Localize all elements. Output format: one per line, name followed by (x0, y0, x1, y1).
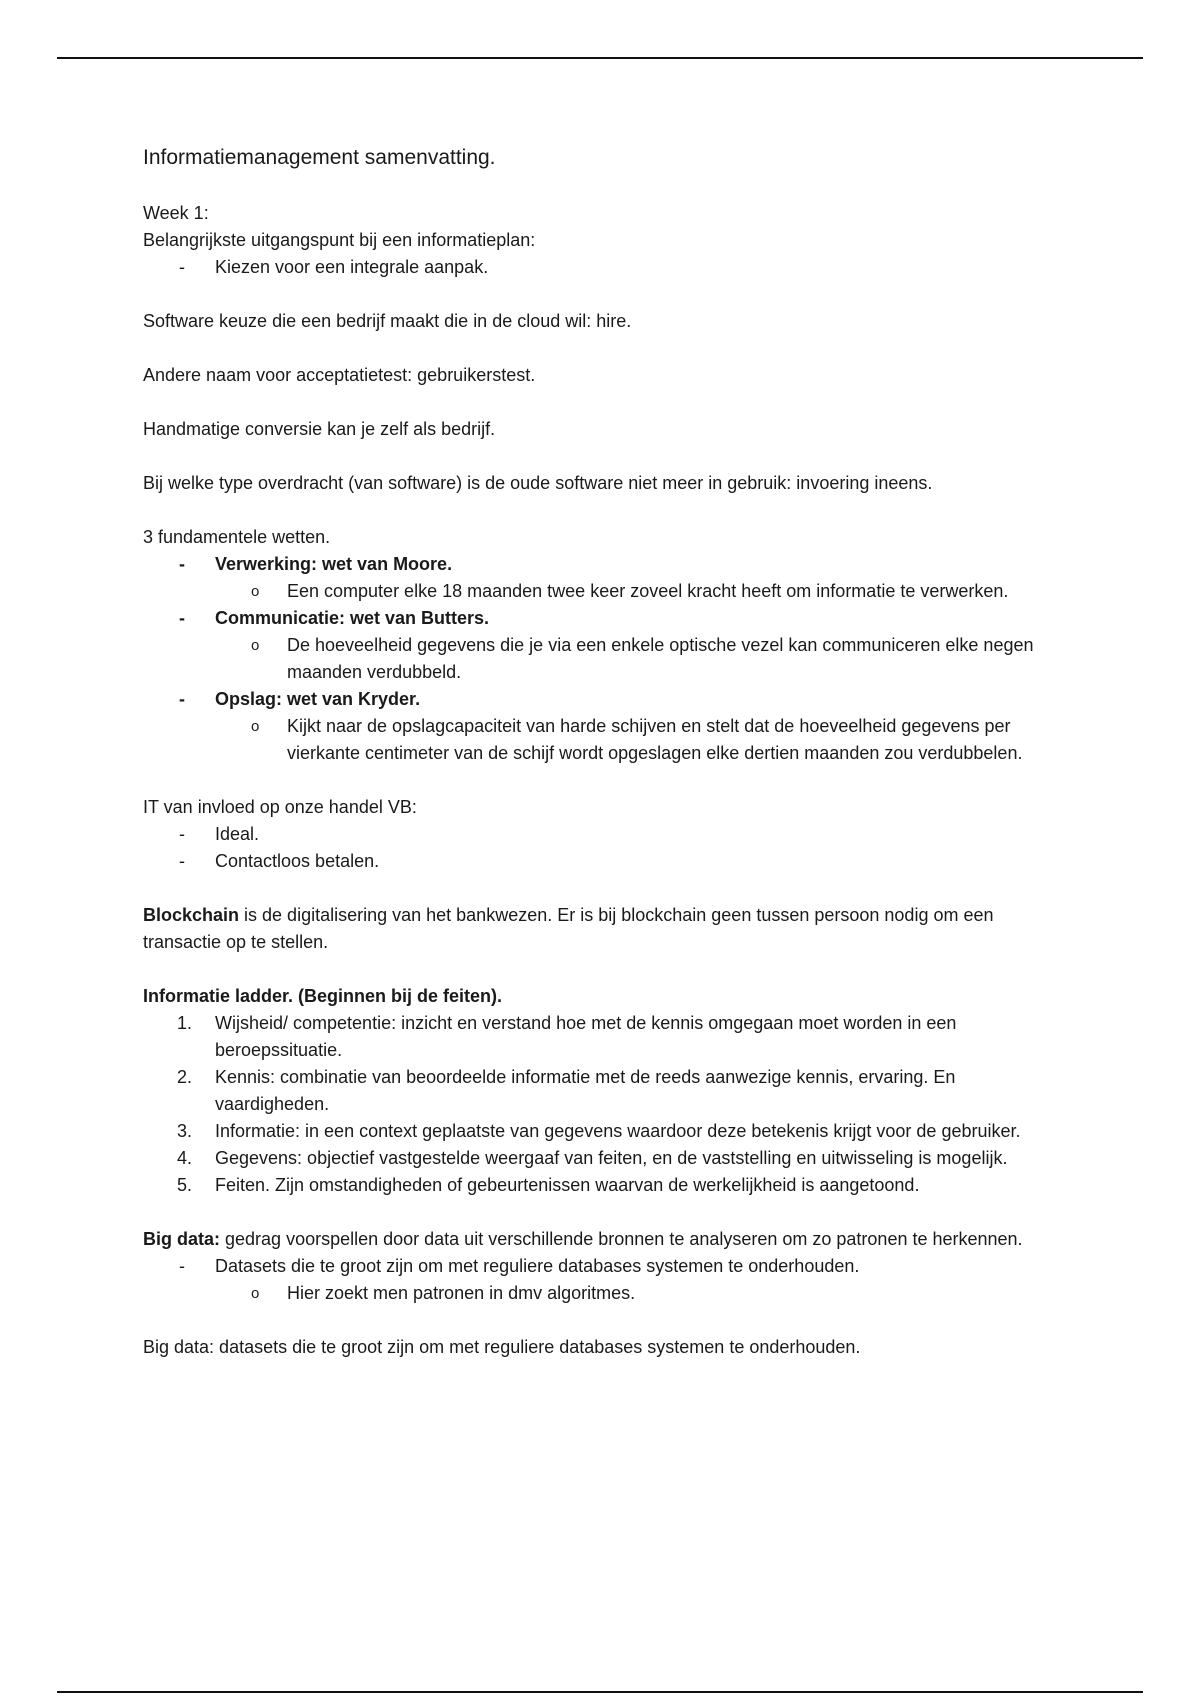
dash-bullet: - (179, 689, 185, 709)
law-item (143, 551, 1063, 605)
law-item (143, 605, 1063, 686)
sub-item: o Een computer elke 18 maanden twee keer zoveel kracht heeft om informatie te verwerken. (143, 578, 1063, 605)
dash-bullet: - (179, 257, 185, 277)
dash-bullet: - (179, 824, 185, 844)
conversion-paragraph: Handmatige conversie kan je zelf als bedrijf. (143, 419, 496, 439)
sub-item: o Kijkt naar de opslagcapaciteit van harde schijven en stelt dat de hoeveelheid gegevens per vierkante centimeter van de schijf wordt opgeslagen elke dertien maanden zou verdubbelen. (143, 713, 1063, 767)
ladder-item: 5. Feiten. Zijn omstandigheden of gebeurtenissen waarvan de werkelijkheid is aangetoond. (143, 1172, 1063, 1199)
dash-bullet: - (179, 554, 185, 574)
laws-list (143, 551, 1063, 767)
law-label: Opslag: wet van Kryder. (215, 689, 421, 709)
law-label: Communicatie: wet van Butters. (215, 608, 490, 628)
bigdata-list (143, 1253, 1063, 1307)
law-label: Verwerking: wet van Moore. (215, 554, 453, 574)
ladder-item: 2. Kennis: combinatie van beoordeelde informatie met de reeds aanwezige kennis, ervaring. En vaardigheden. (143, 1064, 1063, 1118)
dash-bullet: - (179, 851, 185, 871)
acceptance-paragraph: Andere naam voor acceptatietest: gebruikerstest. (143, 365, 536, 385)
ladder-list (143, 1010, 1063, 1199)
trade-list (143, 821, 1063, 875)
cloud-paragraph: Software keuze die een bedrijf maakt die in de cloud wil: hire. (143, 311, 632, 331)
laws-intro: 3 fundamentele wetten. (143, 527, 331, 547)
ladder-heading: Informatie ladder. (Beginnen bij de feiten). (143, 986, 503, 1006)
list-item: - Contactloos betalen. (143, 848, 1063, 875)
bigdata-term: Big data: (143, 1229, 221, 1249)
header-rule (57, 57, 1143, 59)
transfer-paragraph: Bij welke type overdracht (van software) is de oude software niet meer in gebruik: invoering ineens. (143, 473, 933, 493)
sub-item: o De hoeveelheid gegevens die je via een enkele optische vezel kan communiceren elke negen maanden verdubbeld. (143, 632, 1063, 686)
ladder-item: 3. Informatie: in een context geplaatste van gegevens waardoor deze betekenis krijgt voor de gebruiker. (143, 1118, 1063, 1145)
blockchain-term: Blockchain (143, 905, 240, 925)
law-item (143, 686, 1063, 767)
document-title: Informatiemanagement samenvatting. (143, 146, 496, 169)
circle-bullet: o (251, 1285, 260, 1302)
list-item: - Kiezen voor een integrale aanpak. (143, 254, 1063, 281)
document-body (143, 143, 1063, 1361)
ladder-item: 1. Wijsheid/ competentie: inzicht en verstand hoe met de kennis omgegaan moet worden in een beroepssituatie. (143, 1010, 1063, 1064)
ladder-item: 4. Gegevens: objectief vastgestelde weergaaf van feiten, en de vaststelling en uitwisseling is mogelijk. (143, 1145, 1063, 1172)
item-number: 3. (177, 1121, 193, 1141)
plan-list (143, 254, 1063, 281)
list-item: - Datasets die te groot zijn om met reguliere databases systemen te onderhouden. o Hier zoekt men patronen in dmv algoritmes. (143, 1253, 1063, 1307)
circle-bullet: o (251, 583, 260, 600)
dash-bullet: - (179, 608, 185, 628)
item-number: 1. (177, 1013, 193, 1033)
sub-item: o Hier zoekt men patronen in dmv algoritmes. (143, 1280, 1063, 1307)
circle-bullet: o (251, 718, 260, 735)
bigdata-paragraph: Big data: gedrag voorspellen door data uit verschillende bronnen te analyseren om zo patronen te herkennen. (143, 1229, 1023, 1249)
footer-rule (57, 1691, 1143, 1693)
week-heading: Week 1: (143, 203, 209, 223)
item-number: 4. (177, 1148, 193, 1168)
blockchain-paragraph: Blockchain is de digitalisering van het bankwezen. Er is bij blockchain geen tussen persoon nodig om een transactie op te stellen. (143, 905, 994, 952)
trade-intro: IT van invloed op onze handel VB: (143, 797, 417, 817)
item-number: 2. (177, 1067, 193, 1087)
dash-bullet: - (179, 1256, 185, 1276)
bigdata-definition: Big data: datasets die te groot zijn om met reguliere databases systemen te onderhouden. (143, 1337, 861, 1357)
circle-bullet: o (251, 637, 260, 654)
plan-intro: Belangrijkste uitgangspunt bij een informatieplan: (143, 230, 536, 250)
list-item: - Ideal. (143, 821, 1063, 848)
item-number: 5. (177, 1175, 193, 1195)
